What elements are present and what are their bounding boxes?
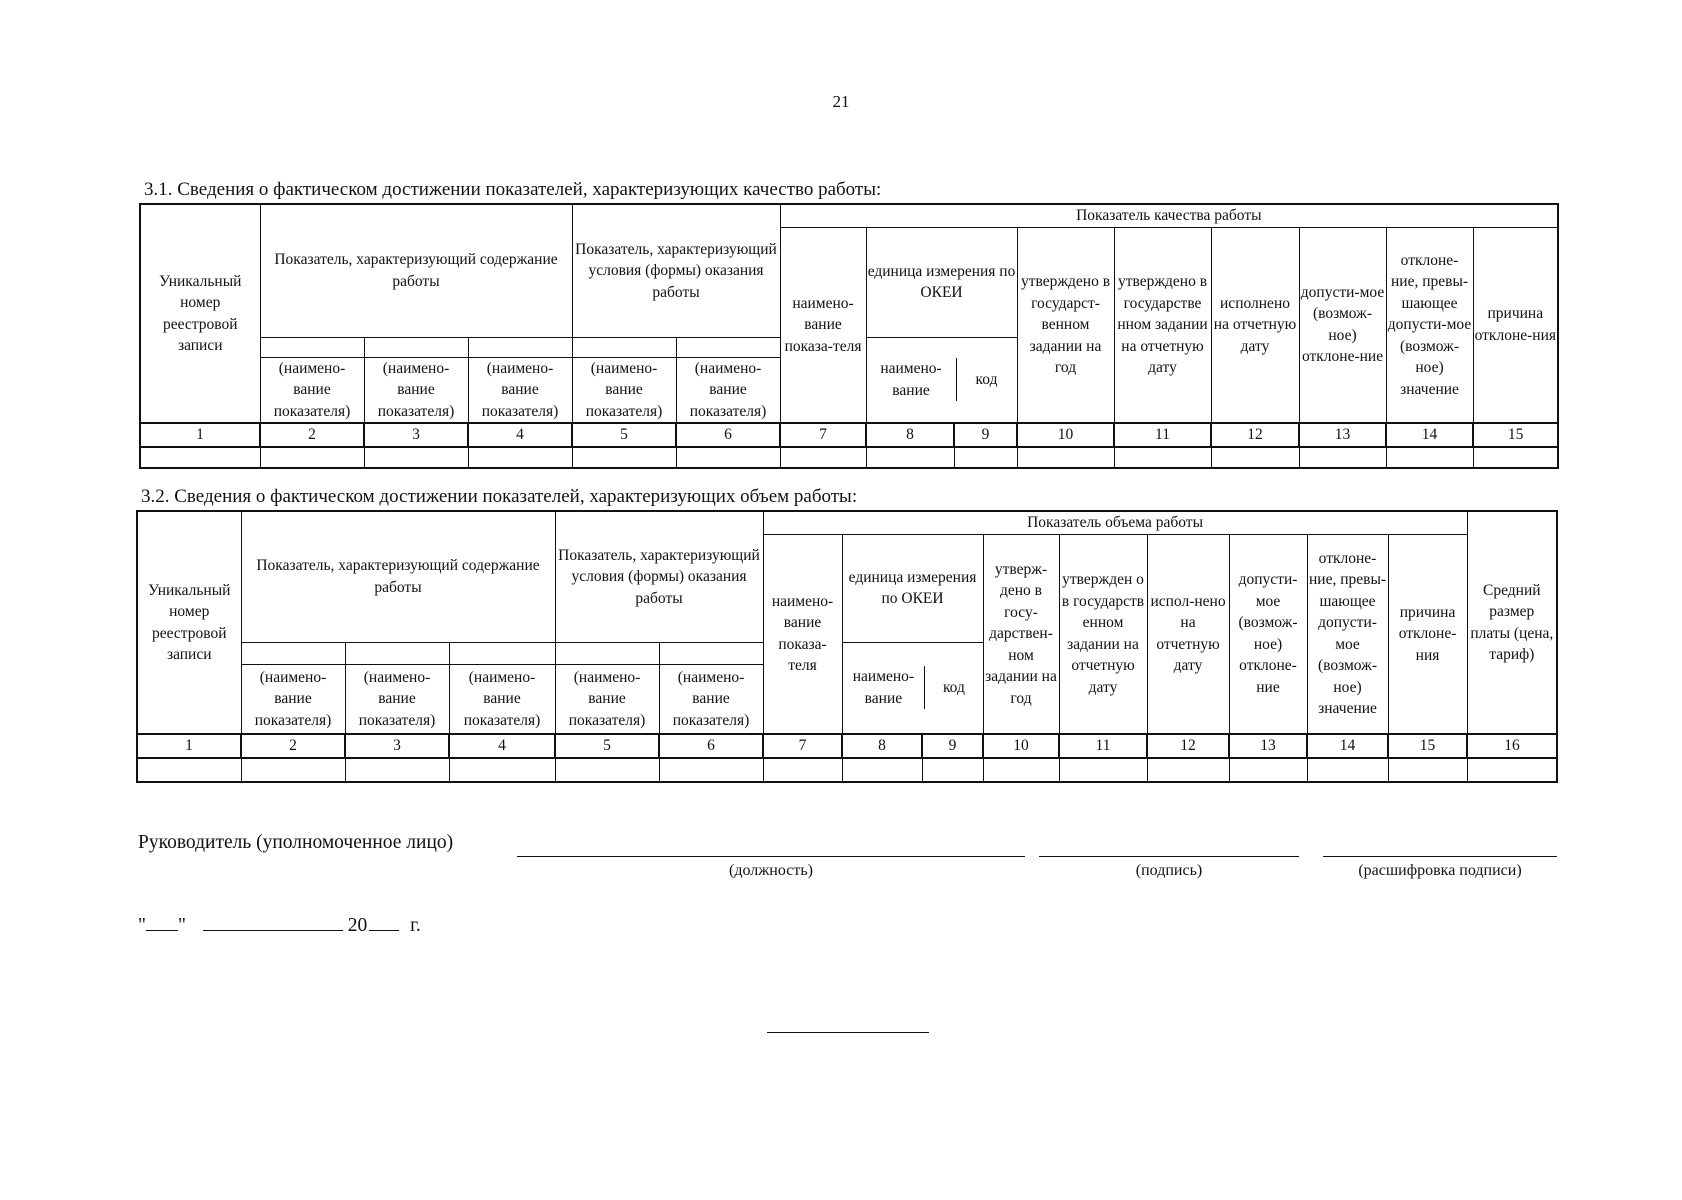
col-number: 12: [1147, 734, 1229, 758]
blank-cell: [468, 337, 572, 357]
blank-cell: [659, 642, 763, 664]
header-executed: испол-нено на отчетную дату: [1147, 534, 1229, 734]
month-blank[interactable]: [203, 912, 343, 931]
col-number: 6: [659, 734, 763, 758]
col-number: 10: [1017, 423, 1114, 447]
data-cell[interactable]: [659, 758, 763, 782]
data-cell[interactable]: [1017, 447, 1114, 468]
data-cell[interactable]: [1388, 758, 1467, 782]
decode-line[interactable]: [1323, 856, 1557, 857]
header-unit-name: наимено-вание: [843, 666, 925, 709]
data-cell[interactable]: [983, 758, 1059, 782]
col-number: 3: [364, 423, 468, 447]
header-unit-code: код: [942, 679, 965, 696]
header-indicator-name: наимено-вание показа-теля: [763, 534, 842, 734]
table-row: [137, 758, 1557, 782]
col-number: 11: [1059, 734, 1147, 758]
data-cell[interactable]: [1147, 758, 1229, 782]
year-suffix: г.: [410, 915, 421, 936]
data-cell[interactable]: [842, 758, 922, 782]
data-cell[interactable]: [449, 758, 555, 782]
col-number: 6: [676, 423, 780, 447]
data-cell[interactable]: [1211, 447, 1299, 468]
table-row: [140, 447, 1558, 468]
data-cell[interactable]: [866, 447, 954, 468]
col-number: 15: [1388, 734, 1467, 758]
year-prefix: 20: [347, 915, 368, 936]
header-conditions-indicator: Показатель, характеризующий условия (формы) оказания работы: [555, 511, 763, 642]
column-number-row: [137, 734, 1557, 758]
header-allowed-deviation: допусти-мое (возмож-ное) отклоне-ние: [1229, 534, 1307, 734]
subheader-indicator-name: (наимено-вание показателя): [364, 357, 468, 423]
subheader-indicator-name: (наимено-вание показателя): [676, 357, 780, 423]
header-deviation-reason: причина отклоне-ния: [1388, 534, 1467, 734]
header-allowed-deviation: допусти-мое (возмож-ное) отклоне-ние: [1299, 227, 1386, 423]
page-number: 21: [832, 92, 850, 111]
data-cell[interactable]: [468, 447, 572, 468]
section1-title: 3.1. Сведения о фактическом достижении показателей, характеризующих качество работы:: [144, 179, 882, 200]
header-executed: исполнено на отчетную дату: [1211, 227, 1299, 423]
header-unit-name: наимено-вание: [867, 358, 957, 401]
subheader-indicator-name: (наимено-вание показателя): [572, 357, 676, 423]
subheader-indicator-name: (наимено-вание показателя): [345, 664, 449, 734]
header-volume-indicator: Показатель объема работы: [763, 511, 1467, 534]
col-number: 10: [983, 734, 1059, 758]
section2-title: 3.2. Сведения о фактическом достижении показателей, характеризующих объем работы:: [141, 486, 858, 507]
col-number: 16: [1467, 734, 1557, 758]
subheader-indicator-name: (наимено-вание показателя): [555, 664, 659, 734]
footer-separator: [767, 1032, 929, 1033]
date-line: [138, 912, 421, 937]
signature-lead: Руководитель (уполномоченное лицо): [138, 832, 454, 853]
data-cell[interactable]: [364, 447, 468, 468]
data-cell[interactable]: [1386, 447, 1473, 468]
header-deviation-reason: причина отклоне-ния: [1473, 227, 1558, 423]
signature-label: (подпись): [1135, 862, 1203, 879]
blank-cell: [676, 337, 780, 357]
col-number: 8: [866, 423, 954, 447]
col-number: 14: [1307, 734, 1388, 758]
unit-subheader: [842, 642, 983, 734]
data-cell[interactable]: [1307, 758, 1388, 782]
col-number: 14: [1386, 423, 1473, 447]
col-number: 15: [1473, 423, 1558, 447]
data-cell[interactable]: [676, 447, 780, 468]
data-cell[interactable]: [1059, 758, 1147, 782]
data-cell[interactable]: [572, 447, 676, 468]
blank-cell: [572, 337, 676, 357]
col-number: 2: [260, 423, 364, 447]
data-cell[interactable]: [1467, 758, 1557, 782]
unit-subheader: [866, 337, 1017, 423]
volume-table: [136, 510, 1558, 783]
col-number: 7: [780, 423, 866, 447]
data-cell[interactable]: [241, 758, 345, 782]
quote-open: ": [138, 915, 146, 936]
col-number: 2: [241, 734, 345, 758]
decode-label: (расшифровка подписи): [1358, 862, 1522, 879]
col-number: 7: [763, 734, 842, 758]
header-unique-number: Уникальный номер реестровой записи: [140, 204, 260, 423]
header-approved-year: утверж-дено в госу-дарствен-ном задании на год: [983, 534, 1059, 734]
data-cell[interactable]: [954, 447, 1017, 468]
header-exceeding-deviation: отклоне-ние, превы-шающее допусти-мое (возмож-ное) значение: [1386, 227, 1473, 423]
data-cell[interactable]: [137, 758, 241, 782]
col-number: 13: [1229, 734, 1307, 758]
quality-table: [139, 203, 1559, 469]
header-approved-date: утверждено в государстве нном задании на отчетную дату: [1114, 227, 1211, 423]
header-unit-okei: единица измерения по ОКЕИ: [842, 534, 983, 642]
header-conditions-indicator: Показатель, характеризующий условия (формы) оказания работы: [572, 204, 780, 337]
header-content-indicator: Показатель, характеризующий содержание работы: [260, 204, 572, 337]
col-number: 5: [572, 423, 676, 447]
data-cell[interactable]: [1114, 447, 1211, 468]
col-number: 11: [1114, 423, 1211, 447]
column-number-row: [140, 423, 1558, 447]
col-number: 5: [555, 734, 659, 758]
col-number: 9: [922, 734, 983, 758]
blank-cell: [260, 337, 364, 357]
day-blank[interactable]: [146, 912, 178, 931]
blank-cell: [555, 642, 659, 664]
signature-line[interactable]: [1039, 856, 1299, 857]
blank-cell: [345, 642, 449, 664]
col-number: 4: [449, 734, 555, 758]
subheader-indicator-name: (наимено-вание показателя): [659, 664, 763, 734]
data-cell[interactable]: [345, 758, 449, 782]
header-content-indicator: Показатель, характеризующий содержание работы: [241, 511, 555, 642]
position-label: (должность): [729, 862, 813, 879]
data-cell[interactable]: [140, 447, 260, 468]
header-approved-year: утверждено в государст-венном задании на год: [1017, 227, 1114, 423]
header-quality-indicator: Показатель качества работы: [780, 204, 1558, 227]
quote-close: ": [177, 915, 186, 936]
data-cell[interactable]: [1229, 758, 1307, 782]
subheader-indicator-name: (наимено-вание показателя): [449, 664, 555, 734]
position-line[interactable]: [517, 856, 1025, 857]
data-cell[interactable]: [1473, 447, 1558, 468]
header-unique-number: Уникальный номер реестровой записи: [137, 511, 241, 734]
data-cell[interactable]: [555, 758, 659, 782]
col-number: 8: [842, 734, 922, 758]
header-unit-code: код: [975, 371, 998, 388]
header-indicator-name: наимено-вание показа-теля: [780, 227, 866, 423]
header-unit-okei: единица измерения по ОКЕИ: [866, 227, 1017, 337]
col-number: 13: [1299, 423, 1386, 447]
subheader-indicator-name: (наимено-вание показателя): [260, 357, 364, 423]
blank-cell: [449, 642, 555, 664]
data-cell[interactable]: [780, 447, 866, 468]
header-average-pay: Средний размер платы (цена, тариф): [1467, 511, 1557, 734]
data-cell[interactable]: [260, 447, 364, 468]
col-number: 3: [345, 734, 449, 758]
subheader-indicator-name: (наимено-вание показателя): [241, 664, 345, 734]
header-exceeding-deviation: отклоне-ние, превы-шающее допусти-мое (возмож-ное) значение: [1307, 534, 1388, 734]
data-cell[interactable]: [1299, 447, 1386, 468]
col-number: 4: [468, 423, 572, 447]
col-number: 1: [137, 734, 241, 758]
year-blank[interactable]: [369, 912, 399, 931]
data-cell[interactable]: [763, 758, 842, 782]
col-number: 12: [1211, 423, 1299, 447]
blank-cell: [241, 642, 345, 664]
blank-cell: [364, 337, 468, 357]
header-approved-date: утвержден о в государств енном задании на отчетную дату: [1059, 534, 1147, 734]
col-number: 1: [140, 423, 260, 447]
data-cell[interactable]: [922, 758, 983, 782]
subheader-indicator-name: (наимено-вание показателя): [468, 357, 572, 423]
col-number: 9: [954, 423, 1017, 447]
